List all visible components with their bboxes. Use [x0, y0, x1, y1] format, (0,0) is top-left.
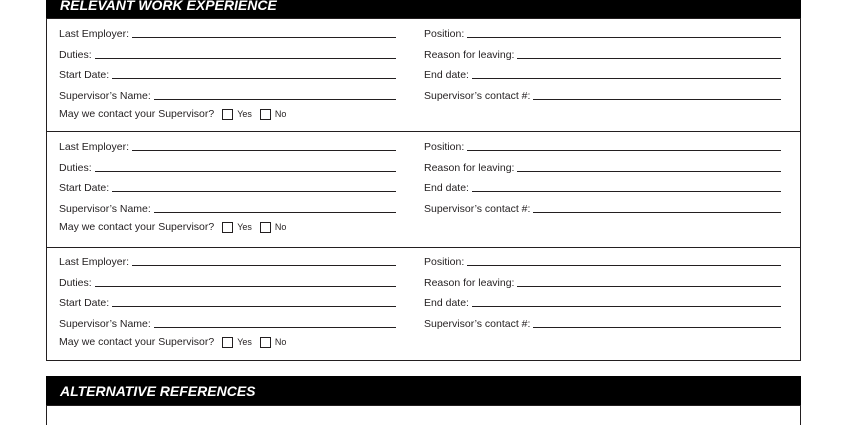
input-line[interactable]: [132, 265, 396, 266]
input-line[interactable]: [472, 191, 781, 192]
start-date-field[interactable]: [59, 180, 396, 194]
section-title: ALTERNATIVE REFERENCES: [60, 383, 256, 399]
end-date-field[interactable]: [424, 295, 781, 309]
last-employer-field[interactable]: [59, 254, 396, 268]
input-line[interactable]: [154, 327, 396, 328]
position-field[interactable]: [424, 139, 781, 153]
last-employer-field[interactable]: [59, 26, 396, 40]
no-label: No: [274, 337, 287, 347]
field-label: Reason for leaving:: [424, 49, 515, 61]
field-label: Supervisor’s Name:: [59, 203, 151, 215]
field-label: Duties:: [59, 162, 92, 174]
field-label: Supervisor’s Name:: [59, 90, 151, 102]
yes-label: Yes: [237, 222, 252, 232]
field-label: Start Date:: [59, 69, 110, 81]
field-label: Reason for leaving:: [424, 162, 515, 174]
input-line[interactable]: [517, 286, 781, 287]
question-label: May we contact your Supervisor?: [59, 336, 215, 348]
duties-field[interactable]: [59, 47, 396, 61]
position-field[interactable]: [424, 26, 781, 40]
input-line[interactable]: [517, 58, 781, 59]
input-line[interactable]: [154, 212, 396, 213]
field-label: Last Employer:: [59, 141, 130, 153]
input-line[interactable]: [533, 327, 781, 328]
input-line[interactable]: [95, 171, 396, 172]
reason-for-leaving-field[interactable]: [424, 160, 781, 174]
input-line[interactable]: [467, 265, 781, 266]
supervisor-contact-field[interactable]: [424, 88, 781, 102]
reason-for-leaving-field[interactable]: [424, 275, 781, 289]
work-entry: [46, 18, 801, 132]
input-line[interactable]: [132, 150, 396, 151]
no-checkbox[interactable]: [260, 222, 271, 233]
field-label: Position:: [424, 256, 465, 268]
field-label: End date:: [424, 182, 469, 194]
supervisor-contact-field[interactable]: [424, 201, 781, 215]
field-label: Start Date:: [59, 297, 110, 309]
may-contact-question: [59, 108, 286, 120]
field-label: Last Employer:: [59, 28, 130, 40]
input-line[interactable]: [154, 99, 396, 100]
field-label: Supervisor’s contact #:: [424, 203, 531, 215]
field-label: Position:: [424, 141, 465, 153]
duties-field[interactable]: [59, 160, 396, 174]
position-field[interactable]: [424, 254, 781, 268]
may-contact-question: [59, 221, 286, 233]
input-line[interactable]: [112, 191, 396, 192]
yes-label: Yes: [237, 109, 252, 119]
field-label: Position:: [424, 28, 465, 40]
last-employer-field[interactable]: [59, 139, 396, 153]
no-checkbox[interactable]: [260, 337, 271, 348]
input-line[interactable]: [112, 78, 396, 79]
input-line[interactable]: [533, 99, 781, 100]
field-label: End date:: [424, 69, 469, 81]
question-label: May we contact your Supervisor?: [59, 221, 215, 233]
input-line[interactable]: [95, 58, 396, 59]
supervisor-name-field[interactable]: [59, 201, 396, 215]
input-line[interactable]: [467, 150, 781, 151]
start-date-field[interactable]: [59, 295, 396, 309]
end-date-field[interactable]: [424, 180, 781, 194]
field-label: Supervisor’s contact #:: [424, 318, 531, 330]
question-label: May we contact your Supervisor?: [59, 108, 215, 120]
input-line[interactable]: [472, 78, 781, 79]
field-label: End date:: [424, 297, 469, 309]
field-label: Supervisor’s Name:: [59, 318, 151, 330]
field-label: Duties:: [59, 49, 92, 61]
input-line[interactable]: [95, 286, 396, 287]
duties-field[interactable]: [59, 275, 396, 289]
field-label: Start Date:: [59, 182, 110, 194]
start-date-field[interactable]: [59, 67, 396, 81]
section-header-work-experience: [46, 0, 801, 18]
yes-checkbox[interactable]: [222, 222, 233, 233]
supervisor-name-field[interactable]: [59, 88, 396, 102]
input-line[interactable]: [533, 212, 781, 213]
reason-for-leaving-field[interactable]: [424, 47, 781, 61]
end-date-field[interactable]: [424, 67, 781, 81]
yes-checkbox[interactable]: [222, 337, 233, 348]
yes-checkbox[interactable]: [222, 109, 233, 120]
input-line[interactable]: [132, 37, 396, 38]
no-checkbox[interactable]: [260, 109, 271, 120]
section-header-alternative-references: [46, 376, 801, 405]
field-label: Reason for leaving:: [424, 277, 515, 289]
input-line[interactable]: [467, 37, 781, 38]
work-entry: [46, 247, 801, 361]
supervisor-name-field[interactable]: [59, 316, 396, 330]
supervisor-contact-field[interactable]: [424, 316, 781, 330]
work-entry: [46, 131, 801, 248]
field-label: Last Employer:: [59, 256, 130, 268]
section-title: RELEVANT WORK EXPERIENCE: [60, 0, 277, 13]
no-label: No: [274, 222, 287, 232]
no-label: No: [274, 109, 287, 119]
yes-label: Yes: [237, 337, 252, 347]
field-label: Duties:: [59, 277, 92, 289]
input-line[interactable]: [472, 306, 781, 307]
input-line[interactable]: [517, 171, 781, 172]
may-contact-question: [59, 336, 286, 348]
field-label: Supervisor’s contact #:: [424, 90, 531, 102]
alternative-references-block: [46, 405, 801, 425]
input-line[interactable]: [112, 306, 396, 307]
